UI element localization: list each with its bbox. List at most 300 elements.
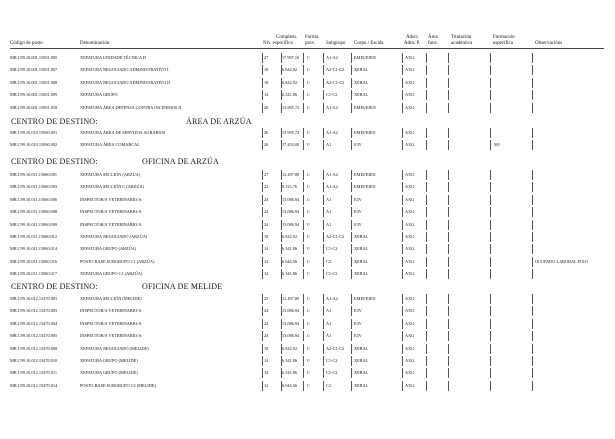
cell-nivel: 24 xyxy=(264,196,269,202)
cell-corpo: E3V xyxy=(354,196,362,202)
cell-code: MR.C99.10.012.15470.008 xyxy=(10,345,58,351)
column-divider xyxy=(351,344,352,354)
column-divider xyxy=(262,65,263,75)
column-divider xyxy=(303,356,304,366)
column-divider xyxy=(402,344,403,354)
cell-adscricion: AXG xyxy=(405,142,415,148)
column-divider xyxy=(490,103,491,113)
cell-code: MR.C99.10.011.15060.006 xyxy=(10,196,57,202)
column-divider xyxy=(426,65,427,75)
column-divider xyxy=(351,53,352,63)
column-divider xyxy=(426,128,427,138)
cell-observacions: OCUPADO LABORAL FIXO xyxy=(535,258,588,264)
column-divider xyxy=(490,356,491,366)
column-divider xyxy=(532,344,533,354)
header-rule xyxy=(10,48,604,49)
cell-corpo: EMEI/EIEI5 xyxy=(354,104,376,110)
column-divider xyxy=(532,257,533,267)
cell-subgrupo: A1-A2 xyxy=(326,130,338,135)
cell-complemento: 6.842,92 xyxy=(282,67,298,73)
column-divider xyxy=(532,220,533,230)
column-divider xyxy=(490,232,491,242)
column-divider xyxy=(323,128,324,138)
header-complem-1: Complem. xyxy=(276,35,297,40)
cell-corpo: XERAL xyxy=(354,358,369,363)
cell-forma: C xyxy=(307,142,310,148)
column-divider xyxy=(303,232,304,242)
column-divider xyxy=(303,195,304,205)
cell-subgrupo: C1-C2 xyxy=(326,358,338,363)
cell-subgrupo: C2 xyxy=(326,382,332,388)
column-divider xyxy=(351,319,352,329)
table-row xyxy=(0,130,615,142)
column-divider xyxy=(532,53,533,63)
cell-corpo: EMEI/EIEI1 xyxy=(354,172,376,177)
column-divider xyxy=(262,207,263,217)
column-divider xyxy=(448,381,449,391)
cell-code: MR.C99.10.012.15470.005 xyxy=(10,333,58,339)
column-divider xyxy=(402,207,403,217)
cell-denominacion: POSTO BASE SUBGRUPO C1 (ARZÚA) xyxy=(80,258,155,264)
column-divider xyxy=(323,220,324,230)
cell-forma: C xyxy=(307,382,310,388)
cell-nivel: 12 xyxy=(264,258,269,264)
cell-corpo: E3V xyxy=(354,209,362,215)
cell-forma: C xyxy=(307,308,310,314)
cell-complemento: 13.086,94 xyxy=(282,221,300,227)
cell-nivel: 24 xyxy=(264,333,269,339)
column-divider xyxy=(303,128,304,138)
column-divider xyxy=(262,232,263,242)
cell-subgrupo: C1-C2 xyxy=(326,246,338,252)
column-divider xyxy=(402,306,403,316)
column-divider xyxy=(262,244,263,254)
cell-complemento: 9.123,76 xyxy=(282,184,298,190)
header-forma-2: prov. xyxy=(305,41,316,46)
column-divider xyxy=(351,381,352,391)
column-divider xyxy=(402,128,403,138)
cell-code: MR.C99.10.011.15060.001 xyxy=(10,172,57,177)
cell-corpo: XERAL xyxy=(354,370,369,376)
column-divider xyxy=(448,53,449,63)
cell-nivel: 14 xyxy=(264,358,269,363)
column-divider xyxy=(490,53,491,63)
cell-subgrupo: A1-A2 xyxy=(326,55,338,60)
cell-adscricion: AXG xyxy=(405,221,415,227)
cell-corpo: XERAL xyxy=(354,271,369,277)
column-divider xyxy=(303,65,304,75)
column-divider xyxy=(490,244,491,254)
cell-nivel: 18 xyxy=(264,234,269,239)
cell-forma: C xyxy=(307,333,310,339)
section-title: CENTRO DE DESTINO: xyxy=(11,117,98,126)
cell-denominacion: INSPECTOR/A VETERINARIO/A xyxy=(80,196,142,202)
cell-complemento: 6.341,86 xyxy=(282,92,298,98)
cell-subgrupo: A1-A2 xyxy=(326,172,338,177)
header-forma-1: Forma xyxy=(305,35,319,40)
column-divider xyxy=(426,220,427,230)
column-divider xyxy=(532,103,533,113)
column-divider xyxy=(532,170,533,180)
cell-adscricion: AXG xyxy=(405,92,415,98)
cell-denominacion: XEFATURA UNIDADE TÉCNICA II xyxy=(80,55,146,60)
column-divider xyxy=(426,232,427,242)
column-divider xyxy=(426,53,427,63)
column-divider xyxy=(448,65,449,75)
column-divider xyxy=(262,53,263,63)
column-divider xyxy=(351,195,352,205)
cell-denominacion: XEFATURA GRUPO (ARZÚA) xyxy=(80,246,137,252)
cell-corpo: EMEI/EIEI5 xyxy=(354,55,376,60)
header-denominacion: Denominación xyxy=(80,41,110,46)
column-divider xyxy=(303,306,304,316)
table-row xyxy=(0,346,615,358)
header-adscr-1: Adscr. xyxy=(406,35,419,40)
column-divider xyxy=(426,90,427,100)
column-divider xyxy=(262,294,263,304)
cell-nivel: 25 xyxy=(264,296,269,301)
column-divider xyxy=(448,368,449,378)
header-subgrupo: Subgrupo xyxy=(326,41,346,46)
column-divider xyxy=(262,170,263,180)
cell-complemento: 13.995,72 xyxy=(282,104,300,110)
cell-code: MR.C99.10.012.15470.003 xyxy=(10,308,58,314)
column-divider xyxy=(323,319,324,329)
cell-forma: C xyxy=(307,258,310,264)
cell-subgrupo: A1-A2 xyxy=(326,184,338,190)
column-divider xyxy=(532,319,533,329)
column-divider xyxy=(402,170,403,180)
column-divider xyxy=(402,65,403,75)
cell-nivel: 24 xyxy=(264,308,269,314)
column-divider xyxy=(323,306,324,316)
column-divider xyxy=(448,90,449,100)
table-row xyxy=(0,67,615,79)
column-divider xyxy=(262,381,263,391)
column-divider xyxy=(490,140,491,150)
column-divider xyxy=(448,319,449,329)
column-divider xyxy=(448,244,449,254)
cell-denominacion: INSPECTOR/A VETERINARIO/A xyxy=(80,308,142,314)
column-divider xyxy=(402,220,403,230)
column-divider xyxy=(303,344,304,354)
column-divider xyxy=(490,207,491,217)
cell-complemento: 17.453,00 xyxy=(282,142,300,148)
column-divider xyxy=(490,195,491,205)
cell-forma: C xyxy=(307,296,310,301)
table-row xyxy=(0,222,615,234)
cell-denominacion: XEFATURA NEGOCIADO ADMINISTRATIVO I xyxy=(80,67,169,73)
table-row xyxy=(0,308,615,320)
header-area-2: func. xyxy=(428,41,439,46)
column-divider xyxy=(303,170,304,180)
cell-subgrupo: A2-C1-C2 xyxy=(326,234,345,239)
table-row xyxy=(0,92,615,104)
column-divider xyxy=(402,53,403,63)
cell-code: MR.C99.10.011.15060.003 xyxy=(10,184,57,190)
column-divider xyxy=(448,356,449,366)
cell-nivel: 14 xyxy=(264,92,269,98)
table-row xyxy=(0,209,615,221)
column-divider xyxy=(351,257,352,267)
column-divider xyxy=(532,65,533,75)
header-titulacion-2: académica xyxy=(451,41,473,46)
column-divider xyxy=(323,244,324,254)
column-divider xyxy=(262,182,263,192)
cell-forma: C xyxy=(307,196,310,202)
column-divider xyxy=(426,195,427,205)
column-divider xyxy=(448,182,449,192)
column-divider xyxy=(448,195,449,205)
column-divider xyxy=(490,128,491,138)
cell-denominacion: XEFATURA GRUPO C1 (ARZÚA) xyxy=(80,271,143,277)
column-divider xyxy=(402,331,403,341)
column-divider xyxy=(532,269,533,279)
cell-nivel: 26 xyxy=(264,142,269,148)
table-row xyxy=(0,172,615,184)
cell-corpo: E3V xyxy=(354,320,362,326)
cell-adscricion: AXG xyxy=(405,172,415,177)
header-complem-2: Nív. específico xyxy=(263,41,293,46)
column-divider xyxy=(490,344,491,354)
column-divider xyxy=(351,368,352,378)
cell-nivel: 14 xyxy=(264,246,269,252)
column-divider xyxy=(402,319,403,329)
cell-nivel: 18 xyxy=(264,345,269,351)
column-divider xyxy=(351,269,352,279)
column-divider xyxy=(532,232,533,242)
cell-adscricion: AXG xyxy=(405,130,415,135)
column-divider xyxy=(490,294,491,304)
column-divider xyxy=(532,356,533,366)
column-divider xyxy=(402,90,403,100)
column-divider xyxy=(323,381,324,391)
column-divider xyxy=(262,220,263,230)
cell-code: MR.C99.10.011.15060.009 xyxy=(10,221,57,227)
column-divider xyxy=(490,331,491,341)
column-divider xyxy=(402,78,403,88)
column-divider xyxy=(262,128,263,138)
column-divider xyxy=(323,356,324,366)
cell-denominacion: XEFATURA ÁREA DE SERVIZOS AGRARIOS xyxy=(80,130,166,135)
cell-subgrupo: C1-C2 xyxy=(326,370,338,376)
column-divider xyxy=(323,207,324,217)
section-title: CENTRO DE DESTINO: xyxy=(11,157,98,166)
cell-adscricion: AXG xyxy=(405,382,415,388)
column-divider xyxy=(402,368,403,378)
column-divider xyxy=(532,78,533,88)
column-divider xyxy=(303,140,304,150)
column-divider xyxy=(532,90,533,100)
cell-complemento: 6.341,86 xyxy=(282,370,298,376)
column-divider xyxy=(490,306,491,316)
cell-subgrupo: A1 xyxy=(326,333,332,339)
cell-denominacion: INSPECTOR/A VETERINARIO/A xyxy=(80,209,142,215)
cell-complemento: 6.842,92 xyxy=(282,234,298,239)
column-divider xyxy=(262,103,263,113)
column-divider xyxy=(351,306,352,316)
column-divider xyxy=(303,244,304,254)
cell-adscricion: AXG xyxy=(405,370,415,376)
cell-forma: C xyxy=(307,234,310,239)
cell-adscricion: AXG xyxy=(405,320,415,326)
cell-nivel: 27 xyxy=(264,55,269,60)
column-divider xyxy=(448,306,449,316)
table-row xyxy=(0,370,615,382)
cell-subgrupo: A2-C1-C2 xyxy=(326,67,345,73)
cell-nivel: 24 xyxy=(264,209,269,215)
section-subtitle: OFICINA DE MELIDE xyxy=(142,282,223,291)
cell-forma: C xyxy=(307,184,310,190)
column-divider xyxy=(532,195,533,205)
cell-code: MR.C99.10.001.15001.007 xyxy=(10,67,58,73)
cell-complemento: 13.995,72 xyxy=(282,130,300,135)
column-divider xyxy=(490,220,491,230)
column-divider xyxy=(303,381,304,391)
column-divider xyxy=(448,232,449,242)
cell-code: MR.C99.10.012.15470.011 xyxy=(10,370,57,376)
column-divider xyxy=(448,294,449,304)
cell-adscricion: AXG xyxy=(405,184,415,190)
cell-nivel: 18 xyxy=(264,79,269,85)
column-divider xyxy=(448,269,449,279)
column-divider xyxy=(303,220,304,230)
column-divider xyxy=(532,294,533,304)
cell-subgrupo: A1 xyxy=(326,320,332,326)
cell-nivel: 27 xyxy=(264,172,269,177)
column-divider xyxy=(351,90,352,100)
column-divider xyxy=(490,368,491,378)
column-divider xyxy=(426,381,427,391)
column-divider xyxy=(448,207,449,217)
cell-adscricion: AXG xyxy=(405,271,415,277)
column-divider xyxy=(448,78,449,88)
table-row xyxy=(0,197,615,209)
cell-subgrupo: A1 xyxy=(326,209,332,215)
cell-adscricion: AXG xyxy=(405,345,415,351)
column-divider xyxy=(351,220,352,230)
cell-subgrupo: C2 xyxy=(326,258,332,264)
column-divider xyxy=(262,306,263,316)
column-divider xyxy=(303,90,304,100)
column-divider xyxy=(262,319,263,329)
column-divider xyxy=(262,257,263,267)
cell-nivel: 26 xyxy=(264,104,269,110)
cell-corpo: XERAL xyxy=(354,92,369,98)
cell-complemento: 17.997,10 xyxy=(282,55,300,60)
column-divider xyxy=(426,344,427,354)
cell-code: MR.C99.10.012.15470.010 xyxy=(10,358,58,363)
cell-complemento: 6.044,56 xyxy=(282,258,298,264)
column-divider xyxy=(448,257,449,267)
column-divider xyxy=(262,195,263,205)
cell-code: MR.C99.10.012.15470.004 xyxy=(10,320,58,326)
cell-code: MR.C99.10.012.15470.001 xyxy=(10,296,58,301)
header-adscr-2: Adm. P. xyxy=(404,41,420,46)
cell-denominacion: INSPECTOR/A VETERINARIO/A xyxy=(80,320,142,326)
column-divider xyxy=(448,220,449,230)
cell-denominacion: XEFATURA GRUPO (MELIDE) xyxy=(80,370,138,376)
cell-adscricion: AXG xyxy=(405,209,415,215)
column-divider xyxy=(532,182,533,192)
cell-forma: C xyxy=(307,79,310,85)
cell-forma: C xyxy=(307,246,310,252)
column-divider xyxy=(323,53,324,63)
cell-adscricion: AXG xyxy=(405,104,415,110)
cell-code: MR.C99.10.011.15060.014 xyxy=(10,246,57,252)
cell-denominacion: POSTO BASE SUBGRUPO C2 (MELIDE) xyxy=(80,382,156,388)
cell-forma: C xyxy=(307,172,310,177)
header-formacion-2: específica xyxy=(493,41,513,46)
column-divider xyxy=(426,140,427,150)
header-corpo: Corpo / Escala xyxy=(354,41,384,46)
table-row xyxy=(0,358,615,370)
column-divider xyxy=(303,207,304,217)
column-divider xyxy=(323,140,324,150)
header-area-1: Área xyxy=(428,35,438,40)
cell-code: MR.C99.10.001.15001.010 xyxy=(10,104,58,110)
column-divider xyxy=(351,140,352,150)
cell-complemento: 13.086,94 xyxy=(282,333,300,339)
cell-corpo: EMEI/EIEI1 xyxy=(354,184,376,190)
cell-complemento: 12.497,80 xyxy=(282,172,300,177)
column-divider xyxy=(402,356,403,366)
cell-subgrupo: A2-C1-C2 xyxy=(326,79,345,85)
column-divider xyxy=(426,269,427,279)
cell-subgrupo: A1 xyxy=(326,308,332,314)
column-divider xyxy=(303,331,304,341)
column-divider xyxy=(323,368,324,378)
column-divider xyxy=(426,257,427,267)
column-divider xyxy=(303,78,304,88)
cell-corpo: XERAL xyxy=(354,79,369,85)
column-divider xyxy=(532,140,533,150)
cell-code: MR.C99.10.011.15060.008 xyxy=(10,209,57,215)
table-row xyxy=(0,55,615,67)
cell-denominacion: INSPECTOR/A VETERINARIO/A xyxy=(80,221,142,227)
cell-corpo: XERAL xyxy=(354,345,369,351)
column-divider xyxy=(426,244,427,254)
table-row xyxy=(0,246,615,258)
cell-complemento: 13.086,94 xyxy=(282,320,300,326)
cell-complemento: 13.086,94 xyxy=(282,209,300,215)
column-divider xyxy=(262,356,263,366)
column-divider xyxy=(303,368,304,378)
column-divider xyxy=(532,244,533,254)
cell-subgrupo: A2-C1-C2 xyxy=(326,345,345,351)
cell-denominacion: XEFATURA NEGOCIADO (ARZÚA) xyxy=(80,234,148,239)
cell-nivel: 22 xyxy=(264,184,269,190)
column-divider xyxy=(351,207,352,217)
column-divider xyxy=(532,381,533,391)
column-divider xyxy=(351,182,352,192)
cell-nivel: 26 xyxy=(264,130,269,135)
cell-corpo: XERAL xyxy=(354,246,369,252)
column-divider xyxy=(448,344,449,354)
column-divider xyxy=(323,65,324,75)
cell-adscricion: AXG xyxy=(405,333,415,339)
column-divider xyxy=(323,269,324,279)
column-divider xyxy=(426,294,427,304)
table-row xyxy=(0,259,615,271)
cell-corpo: E3V xyxy=(354,142,362,148)
column-divider xyxy=(532,128,533,138)
column-divider xyxy=(490,170,491,180)
cell-corpo: XERAL xyxy=(354,258,369,264)
cell-adscricion: AXG xyxy=(405,55,415,60)
column-divider xyxy=(402,269,403,279)
cell-code: MR.C99.10.010.15060.002 xyxy=(10,142,58,148)
